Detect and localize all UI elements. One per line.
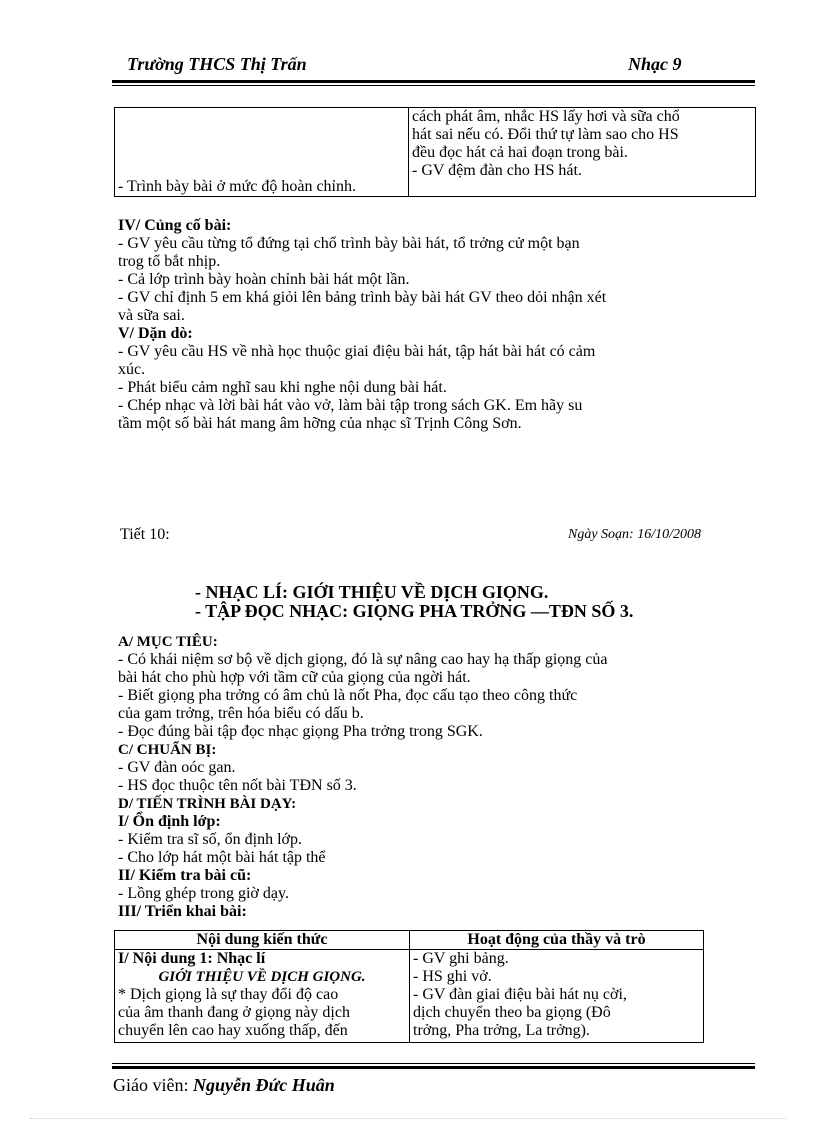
text-line: - Phát biểu cảm nghĩ sau khi nghe nội dung bài hát. [118,379,447,396]
top-table-line: hát sai nếu có. Đổi thứ tự làm sao cho HS [412,126,679,143]
text-line: - HS ghi vở. [413,968,492,985]
text-line: - Lồng ghép trong giờ dạy. [118,885,289,902]
teacher-label: Giáo viên: [113,1075,193,1095]
text-line: - Kiểm tra sĩ số, ổn định lớp. [118,831,302,848]
text-line: - GV đàn oóc gan. [118,759,236,776]
top-table-right-cell [409,108,756,197]
text-line: * Dịch giọng là sự thay đổi độ cao [118,986,339,1003]
text-line: - Đọc đúng bài tập đọc nhạc giọng Pha trởng trong SGK. [118,723,483,740]
text-line: - Cho lớp hát một bài hát tập thể [118,849,326,866]
section-heading: I/ Ổn định lớp: [118,813,221,830]
content-subheading: GIỚI THIỆU VỀ DỊCH GIỌNG. [158,969,366,985]
top-table-line: cách phát âm, nhắc HS lấy hơi và sữa chổ [412,108,680,125]
section-consolidation [118,217,698,433]
teacher-name: Nguyễn Đức Huân [192,1075,335,1095]
text-line: bài hát cho phù hợp với tầm cữ của giọng của ngời hát. [118,669,471,686]
top-table-line: đều đọc hát cả hai đoạn trong bài. [412,144,628,161]
text-line: dịch chuyển theo ba giọng (Đô [413,1004,611,1021]
content-table [114,930,704,1043]
col-header-activity: Hoạt động của thầy và trò [410,931,704,950]
text-line: - GV chỉ định 5 em khá giỏi lên bảng trình bày bài hát GV theo dỏi nhận xét [118,289,607,306]
text-line: xúc. [118,361,146,378]
text-line: - GV yêu cầu từng tổ đứng tại chổ trình bày bài hát, tổ trởng cử một bạn [118,235,580,252]
text-line: - GV ghi bảng. [413,950,509,967]
text-line: trởng, Pha trởng, La trởng). [413,1022,590,1039]
text-line: - Chép nhạc và lời bài hát vào vở, làm bài tập trong sách GK. Em hãy su [118,397,583,414]
text-line: của gam trởng, trên hóa biểu có dấu b. [118,705,364,722]
text-line: tầm một số bài hát mang âm hỡng của nhạc sĩ Trịnh Công Sơn. [118,415,522,432]
school-name: Trường THCS Thị Trấn [127,54,307,74]
text-line: - Cả lớp trình bày hoàn chỉnh bài hát một lần. [118,271,410,288]
lesson-title-2: - TẬP ĐỌC NHẠC: GIỌNG PHA TRỞNG —TĐN SỐ 3. [195,601,634,621]
section-heading: IV/ Củng cố bài: [118,217,232,234]
footer [113,1076,335,1094]
activity-cell [410,950,704,1043]
top-table-left-cell [115,108,409,197]
text-line: - GV yêu cầu HS về nhà học thuộc giai điệu bài hát, tập hát bài hát có cảm [118,343,596,360]
text-line: - GV đàn giai điệu bài hát nụ cời, [413,986,627,1003]
text-line: của âm thanh đang ở giọng này dịch [118,1004,350,1021]
content-heading: I/ Nội dung 1: Nhạc lí [118,950,266,967]
page-edge [30,1118,786,1119]
content-cell [115,950,410,1043]
col-header-content: Nội dung kiến thức [115,931,410,950]
footer-rule-thin [112,1063,755,1064]
section-heading: A/ MỤC TIÊU: [118,634,218,650]
lesson-label: Tiết 10: [120,526,170,543]
text-line: trog tổ bắt nhịp. [118,253,221,270]
lesson-title-1: - NHẠC LÍ: GIỚI THIỆU VỀ DỊCH GIỌNG. [195,582,549,602]
text-line: và sữa sai. [118,307,185,324]
section-heading: III/ Triển khai bài: [118,903,247,920]
section-heading: V/ Dặn dò: [118,325,193,342]
header-rule [112,80,755,83]
footer-rule [112,1066,755,1069]
section-heading: II/ Kiểm tra bài cũ: [118,867,252,884]
text-line: chuyển lên cao hay xuống thấp, đến [118,1022,348,1039]
text-line: - HS đọc thuộc tên nốt bài TĐN số 3. [118,777,357,794]
subject-name: Nhạc 9 [628,54,682,74]
text-line: - Có khái niệm sơ bộ về dịch giọng, đó là sự nâng cao hay hạ thấp giọng của [118,651,608,668]
text-line: - Biết giọng pha trởng có âm chủ là nốt Pha, đọc cấu tạo theo công thức [118,687,578,704]
top-table-line: - GV đệm đàn cho HS hát. [412,162,582,179]
lesson-date: Ngày Soạn: 16/10/2008 [568,527,701,542]
top-table [114,107,756,197]
section-heading: C/ CHUẨN BỊ: [118,742,217,758]
section-heading: D/ TIẾN TRÌNH BÀI DẠY: [118,796,297,812]
header-rule-thin [112,85,755,86]
top-table-left-text: - Trình bày bài ở mức độ hoàn chỉnh. [118,178,356,195]
section-objectives [118,633,698,921]
